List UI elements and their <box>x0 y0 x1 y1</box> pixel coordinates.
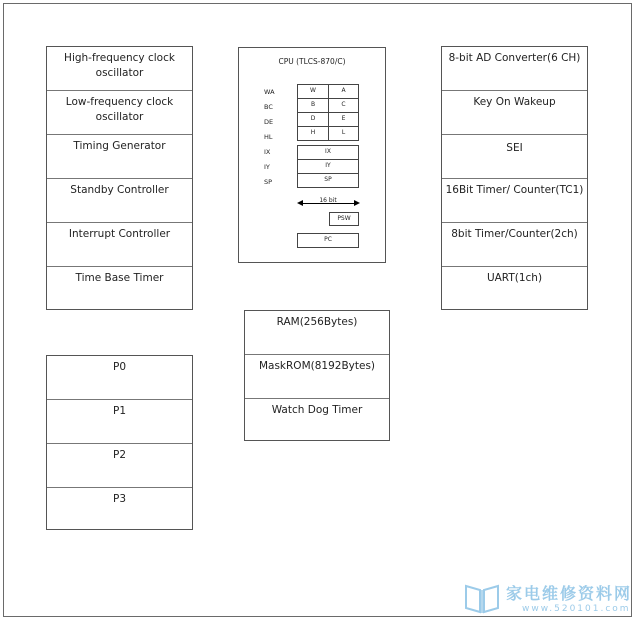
register-label-wa: WA <box>264 88 275 96</box>
key-on-wakeup-block: Key On Wakeup <box>442 91 587 135</box>
register-label-iy: IY <box>264 163 270 171</box>
timing-generator-block: Timing Generator <box>47 135 192 179</box>
cpu-block <box>238 47 386 263</box>
register-b: B <box>297 98 329 113</box>
register-pc: PC <box>297 233 359 248</box>
port-p1: P1 <box>47 400 192 444</box>
peripheral-column <box>441 46 588 310</box>
register-sp: SP <box>297 173 359 188</box>
register-iy: IY <box>297 159 359 174</box>
timer-counter-2ch-block: 8bit Timer/Counter(2ch) <box>442 223 587 267</box>
register-label-bc: BC <box>264 103 273 111</box>
watermark-url: www.520101.com <box>522 604 631 614</box>
ram-block: RAM(256Bytes) <box>245 311 389 355</box>
bit-width-label: 16 bit <box>319 197 337 204</box>
standby-controller-block: Standby Controller <box>47 179 192 223</box>
low-frequency-oscillator-block: Low-frequency clock oscillator <box>47 91 192 135</box>
register-h: H <box>297 126 329 141</box>
port-p3: P3 <box>112 493 126 505</box>
interrupt-controller-block: Interrupt Controller <box>47 223 192 267</box>
port-p0: P0 <box>47 356 192 400</box>
sei-block: SEI <box>442 135 587 179</box>
timer-counter-tc1-block: 16Bit Timer/ Counter(TC1) <box>442 179 587 223</box>
cpu-title: CPU (TLCS-870/C) <box>278 57 346 66</box>
ports-column <box>46 355 193 530</box>
register-a: A <box>328 84 359 99</box>
register-label-sp: SP <box>264 178 273 186</box>
register-l: L <box>328 126 359 141</box>
register-label-hl: HL <box>264 133 273 141</box>
watermark <box>462 578 632 618</box>
high-frequency-oscillator-block: High-frequency clock oscillator <box>47 47 192 91</box>
clock-control-column <box>46 46 193 310</box>
memory-column <box>244 310 390 441</box>
book-logo-icon <box>462 580 502 616</box>
ad-converter-block: 8-bit AD Converter(6 CH) <box>442 47 587 91</box>
register-ix: IX <box>297 145 359 160</box>
register-psw: PSW <box>329 212 359 226</box>
register-e: E <box>328 112 359 127</box>
register-w: W <box>297 84 329 99</box>
register-c: C <box>328 98 359 113</box>
uart-block: UART(1ch) <box>486 272 543 284</box>
watermark-name: 家电维修资料网 <box>506 584 633 603</box>
time-base-timer-block: Time Base Timer <box>75 272 164 284</box>
maskrom-block: MaskROM(8192Bytes) <box>245 355 389 399</box>
register-label-de: DE <box>264 118 274 126</box>
register-label-ix: IX <box>264 148 271 156</box>
register-d: D <box>297 112 329 127</box>
port-p2: P2 <box>47 444 192 488</box>
watch-dog-timer-block: Watch Dog Timer <box>271 404 363 416</box>
